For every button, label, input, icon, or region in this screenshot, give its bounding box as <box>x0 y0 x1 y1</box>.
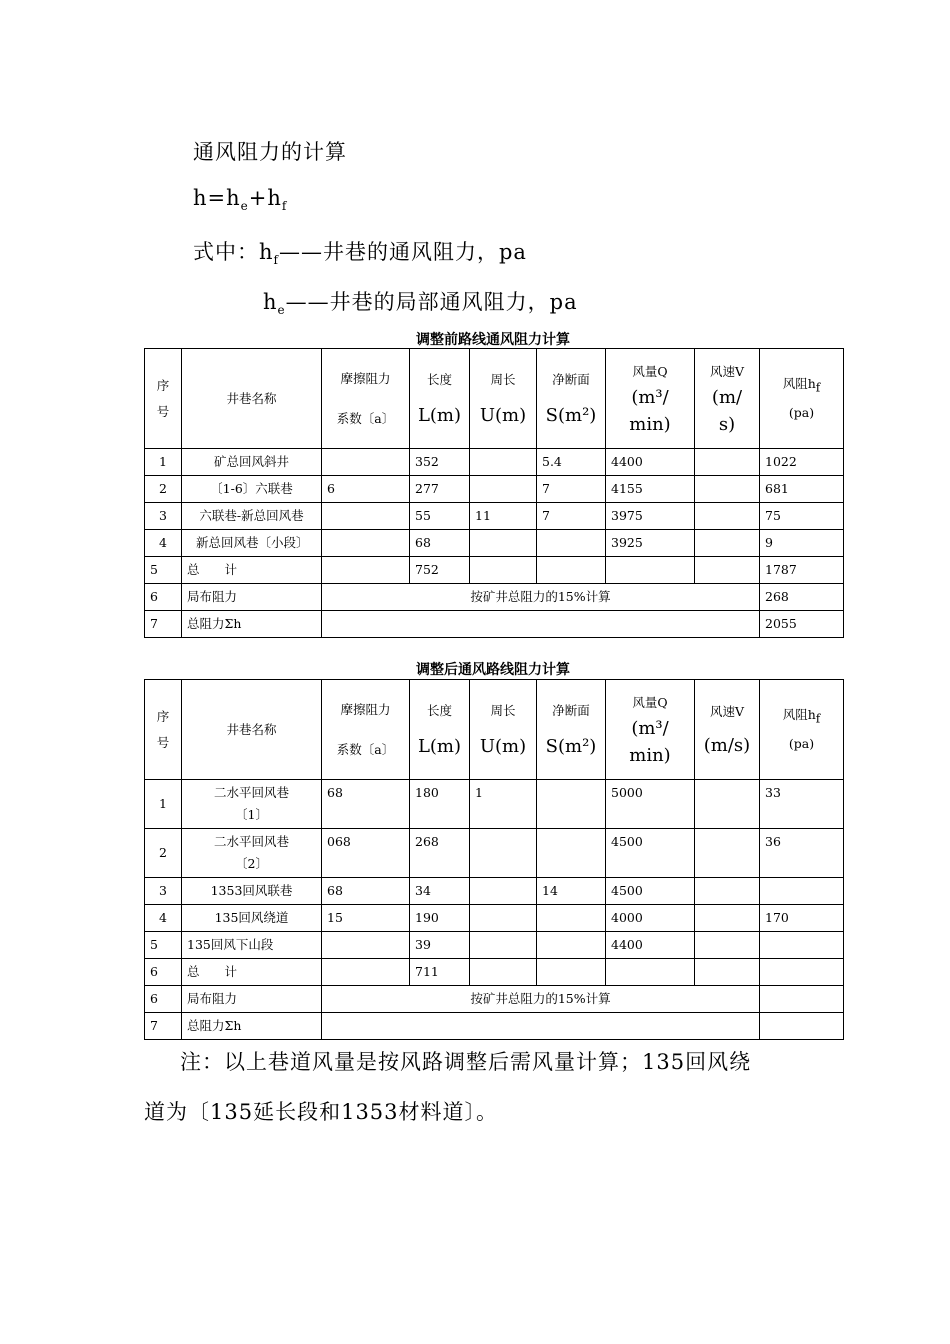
cell-length: 277 <box>410 476 470 503</box>
header-friction <box>322 349 410 449</box>
cell-friction <box>322 959 410 986</box>
cell-perimeter <box>470 449 537 476</box>
cell-name: 矿总回风斜井 <box>182 449 322 476</box>
definition-subscript: f <box>273 253 279 268</box>
cell-area <box>537 557 606 584</box>
header-text: s) <box>718 413 736 435</box>
header-text: 系数〔a〕 <box>336 410 395 426</box>
header-resistance <box>760 680 844 780</box>
header-text: S(m²) <box>545 736 597 757</box>
cell-velocity <box>695 557 760 584</box>
cell-seq: 6 <box>145 584 182 611</box>
table-row <box>145 986 844 1013</box>
cell-empty <box>322 611 760 638</box>
header-text: (m³/ <box>631 386 669 408</box>
cell-velocity <box>695 878 760 905</box>
definition-hf <box>193 236 527 267</box>
cell-resistance: 9 <box>760 530 844 557</box>
formula-hf: h <box>267 186 282 210</box>
cell-seq: 1 <box>145 449 182 476</box>
cell-flow: 4155 <box>606 476 695 503</box>
header-text: 周长 <box>490 372 516 387</box>
section-heading: 通风阻力的计算 <box>193 140 347 164</box>
cell-text: 〔1〕 <box>235 807 268 822</box>
cell-area <box>537 780 606 829</box>
cell-seq: 3 <box>145 878 182 905</box>
cell-friction <box>322 449 410 476</box>
cell-length: 34 <box>410 878 470 905</box>
cell-flow: 4000 <box>606 905 695 932</box>
header-text: 序 <box>156 708 170 724</box>
definition-text: ——井巷的局部通风阻力，pa <box>285 290 578 314</box>
header-text: S(m²) <box>545 405 597 426</box>
table-row <box>145 780 844 829</box>
cell-name: 〔1-6〕六联巷 <box>182 476 322 503</box>
cell-name: 135回风绕道 <box>182 905 322 932</box>
cell-flow: 5000 <box>606 780 695 829</box>
cell-seq: 6 <box>145 959 182 986</box>
header-text: U(m) <box>479 405 527 426</box>
footnote-line: 注：以上巷道风量是按风路调整后需风量计算；135回风绕 <box>180 1050 752 1074</box>
cell-perimeter <box>470 905 537 932</box>
cell-resistance: 681 <box>760 476 844 503</box>
cell-name <box>182 829 322 878</box>
cell-resistance: 1787 <box>760 557 844 584</box>
header-text: 长度 <box>426 703 452 718</box>
table2 <box>144 679 844 1040</box>
cell-area <box>537 905 606 932</box>
header-text: 号 <box>156 403 170 419</box>
table-row <box>145 584 844 611</box>
definition-text: ——井巷的通风阻力，pa <box>278 240 527 264</box>
table-row <box>145 557 844 584</box>
cell-perimeter <box>470 959 537 986</box>
table-row <box>145 932 844 959</box>
cell-resistance: 2055 <box>760 611 844 638</box>
header-text: 号 <box>156 734 170 750</box>
cell-name: 1353回风联巷 <box>182 878 322 905</box>
header-resistance <box>760 349 844 449</box>
cell-velocity <box>695 829 760 878</box>
cell-velocity <box>695 449 760 476</box>
cell-seq: 2 <box>145 476 182 503</box>
cell-resistance: 36 <box>760 829 844 878</box>
table-row <box>145 829 844 878</box>
cell-flow: 4400 <box>606 449 695 476</box>
definition-symbol: h <box>259 240 274 264</box>
cell-text: 二水平回风巷 <box>213 834 289 849</box>
cell-length: 352 <box>410 449 470 476</box>
cell-length: 68 <box>410 530 470 557</box>
cell-resistance <box>760 932 844 959</box>
cell-perimeter: 11 <box>470 503 537 530</box>
cell-velocity <box>695 503 760 530</box>
header-text: 净断面 <box>552 703 590 718</box>
cell-perimeter <box>470 557 537 584</box>
footnote <box>144 1037 824 1137</box>
header-perimeter <box>470 349 537 449</box>
cell-local-note: 按矿井总阻力的15%计算 <box>322 986 760 1013</box>
footnote-line: 道为〔135延长段和1353材料道〕。 <box>144 1100 499 1124</box>
cell-length: 752 <box>410 557 470 584</box>
cell-resistance <box>760 1013 844 1040</box>
cell-velocity <box>695 959 760 986</box>
header-area <box>537 680 606 780</box>
cell-velocity <box>695 932 760 959</box>
cell-perimeter: 1 <box>470 780 537 829</box>
cell-seq: 4 <box>145 530 182 557</box>
cell-friction: 6 <box>322 476 410 503</box>
header-length <box>410 349 470 449</box>
header-text: 摩擦阻力 <box>340 701 391 717</box>
cell-text: 〔2〕 <box>235 856 268 871</box>
cell-seq: 5 <box>145 932 182 959</box>
cell-seq: 2 <box>145 829 182 878</box>
formula-plus: + <box>248 186 268 210</box>
cell-name: 新总回风巷〔小段〕 <box>182 530 322 557</box>
cell-empty <box>322 1013 760 1040</box>
header-friction <box>322 680 410 780</box>
cell-area: 7 <box>537 503 606 530</box>
header-text: L(m) <box>417 405 462 426</box>
cell-name: 总 计 <box>182 557 322 584</box>
cell-area: 14 <box>537 878 606 905</box>
cell-length: 268 <box>410 829 470 878</box>
header-text: 系数〔a〕 <box>336 741 395 757</box>
cell-friction <box>322 503 410 530</box>
cell-resistance <box>760 878 844 905</box>
cell-seq: 6 <box>145 986 182 1013</box>
header-velocity <box>695 349 760 449</box>
cell-name: 六联巷-新总回风巷 <box>182 503 322 530</box>
cell-seq: 4 <box>145 905 182 932</box>
formula <box>193 186 287 213</box>
cell-name: 135回风下山段 <box>182 932 322 959</box>
cell-velocity <box>695 476 760 503</box>
cell-seq: 3 <box>145 503 182 530</box>
cell-friction: 15 <box>322 905 410 932</box>
header-subscript: f <box>815 380 821 395</box>
header-area <box>537 349 606 449</box>
table-row <box>145 611 844 638</box>
cell-perimeter <box>470 932 537 959</box>
formula-hf-sub: f <box>281 199 288 214</box>
cell-resistance: 33 <box>760 780 844 829</box>
header-seq <box>145 680 182 780</box>
table-row <box>145 530 844 557</box>
cell-velocity <box>695 530 760 557</box>
table-row <box>145 476 844 503</box>
header-seq <box>145 349 182 449</box>
table1 <box>144 348 844 638</box>
formula-h: h <box>193 186 208 210</box>
cell-friction: 68 <box>322 780 410 829</box>
cell-resistance: 75 <box>760 503 844 530</box>
table2-caption: 调整后通风路线阻力计算 <box>416 662 570 678</box>
cell-length: 180 <box>410 780 470 829</box>
cell-flow: 4500 <box>606 829 695 878</box>
header-text: min) <box>629 413 671 435</box>
header-text: U(m) <box>479 736 527 757</box>
header-text: 序 <box>156 377 170 393</box>
table-row <box>145 959 844 986</box>
definition-subscript: e <box>277 303 286 318</box>
table2-header-row <box>145 680 844 780</box>
table1-header-row <box>145 349 844 449</box>
cell-velocity <box>695 780 760 829</box>
cell-friction <box>322 557 410 584</box>
cell-velocity <box>695 905 760 932</box>
cell-resistance: 1022 <box>760 449 844 476</box>
table-row <box>145 449 844 476</box>
cell-flow: 3975 <box>606 503 695 530</box>
header-text: (pa) <box>788 405 815 421</box>
header-velocity <box>695 680 760 780</box>
header-text: 风速V <box>709 704 745 719</box>
header-text: (m/s) <box>703 735 751 756</box>
cell-perimeter <box>470 829 537 878</box>
header-text: L(m) <box>417 736 462 757</box>
cell-area <box>537 959 606 986</box>
header-subscript: f <box>815 711 821 726</box>
header-text: 风阻h <box>782 706 816 722</box>
cell-local-note: 按矿井总阻力的15%计算 <box>322 584 760 611</box>
cell-length: 39 <box>410 932 470 959</box>
cell-length: 190 <box>410 905 470 932</box>
cell-friction: 68 <box>322 878 410 905</box>
cell-flow <box>606 557 695 584</box>
cell-name: 总阻力Σh <box>182 611 322 638</box>
definition-prefix: 式中： <box>193 240 259 264</box>
cell-resistance: 268 <box>760 584 844 611</box>
cell-seq: 1 <box>145 780 182 829</box>
cell-seq: 5 <box>145 557 182 584</box>
header-text: min) <box>629 744 671 766</box>
cell-area: 7 <box>537 476 606 503</box>
cell-area: 5.4 <box>537 449 606 476</box>
cell-resistance <box>760 959 844 986</box>
header-name: 井巷名称 <box>182 680 322 780</box>
cell-area <box>537 829 606 878</box>
cell-length: 55 <box>410 503 470 530</box>
cell-name: 局布阻力 <box>182 584 322 611</box>
cell-perimeter <box>470 530 537 557</box>
cell-friction <box>322 530 410 557</box>
header-length <box>410 680 470 780</box>
table1-caption: 调整前路线通风阻力计算 <box>416 332 570 348</box>
header-name: 井巷名称 <box>182 349 322 449</box>
cell-area <box>537 530 606 557</box>
formula-he-sub: e <box>240 199 249 214</box>
header-text: 周长 <box>490 703 516 718</box>
cell-resistance: 170 <box>760 905 844 932</box>
header-flow <box>606 680 695 780</box>
header-text: (pa) <box>788 736 815 752</box>
header-text: 摩擦阻力 <box>340 370 391 386</box>
header-text: 风速V <box>709 363 745 379</box>
cell-text: 二水平回风巷 <box>213 785 289 800</box>
formula-he: h <box>226 186 241 210</box>
table-row <box>145 878 844 905</box>
cell-flow: 4500 <box>606 878 695 905</box>
cell-seq: 7 <box>145 611 182 638</box>
cell-flow <box>606 959 695 986</box>
header-text: 净断面 <box>552 372 590 387</box>
table-row <box>145 905 844 932</box>
cell-perimeter <box>470 878 537 905</box>
header-text: (m/ <box>711 386 743 408</box>
cell-friction: 068 <box>322 829 410 878</box>
definition-he <box>263 286 578 317</box>
cell-area <box>537 932 606 959</box>
cell-length: 711 <box>410 959 470 986</box>
header-text: (m³/ <box>631 717 669 739</box>
cell-resistance <box>760 986 844 1013</box>
cell-name: 局布阻力 <box>182 986 322 1013</box>
cell-seq: 7 <box>145 1013 182 1040</box>
header-flow <box>606 349 695 449</box>
cell-name: 总阻力Σh <box>182 1013 322 1040</box>
cell-name <box>182 780 322 829</box>
header-text: 风量Q <box>632 694 668 710</box>
header-perimeter <box>470 680 537 780</box>
table-row <box>145 503 844 530</box>
cell-perimeter <box>470 476 537 503</box>
cell-friction <box>322 932 410 959</box>
cell-flow: 3925 <box>606 530 695 557</box>
cell-name: 总 计 <box>182 959 322 986</box>
formula-eq: = <box>207 186 227 210</box>
header-text: 风阻h <box>782 375 816 391</box>
header-text: 长度 <box>426 372 452 387</box>
cell-flow: 4400 <box>606 932 695 959</box>
header-text: 风量Q <box>632 363 668 379</box>
table-row <box>145 1013 844 1040</box>
definition-symbol: h <box>263 290 278 314</box>
